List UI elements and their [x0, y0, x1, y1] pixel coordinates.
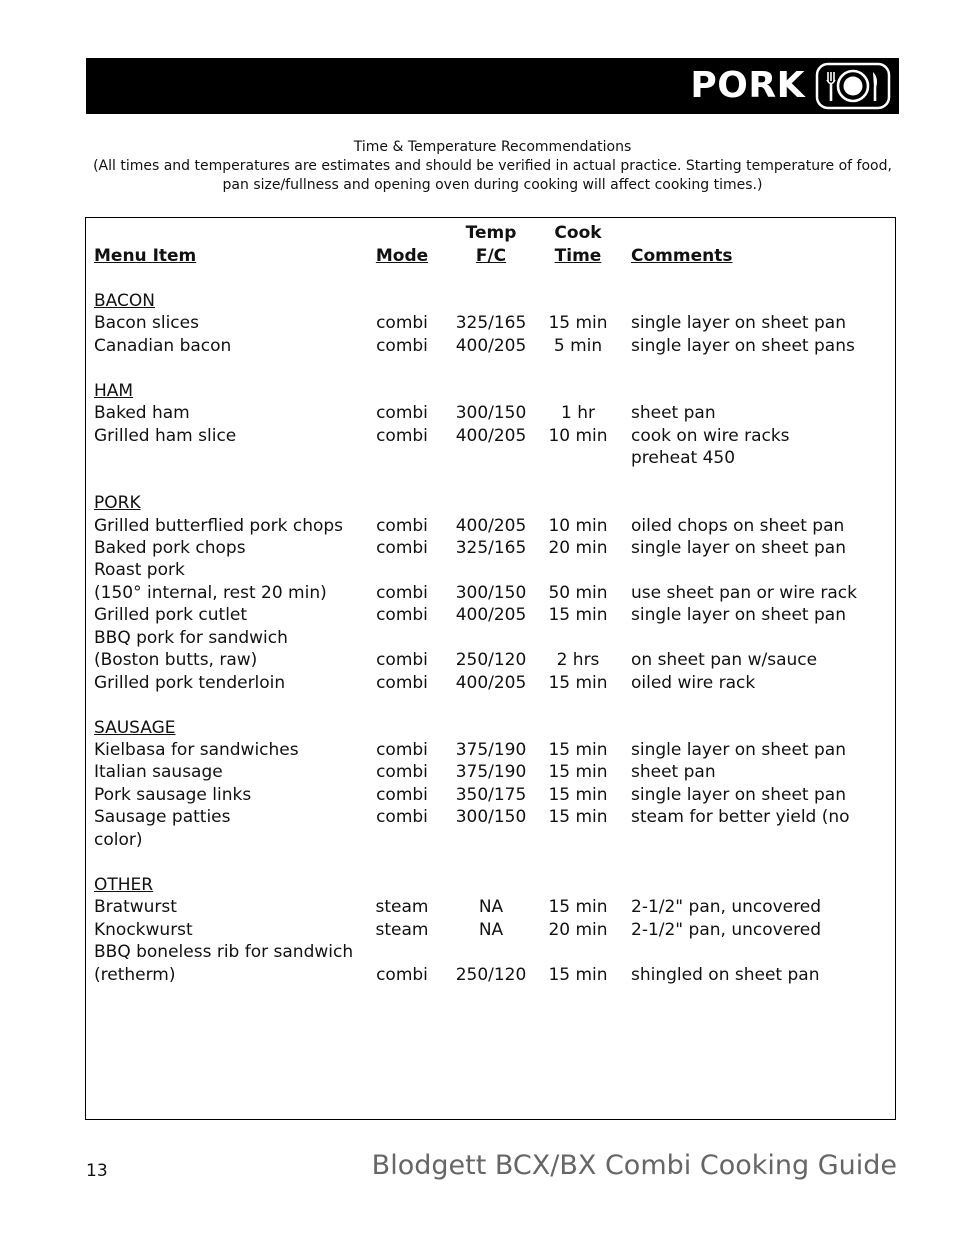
table-row: [86, 627, 895, 649]
header-bar: [86, 58, 899, 114]
blank-row: [86, 470, 895, 492]
cook-time-cell: 1 hr: [561, 403, 595, 424]
mode-cell: combi: [376, 515, 428, 536]
table-row: [86, 964, 895, 986]
menu-item-cell: BBQ pork for sandwich: [94, 627, 288, 648]
menu-item-cell: BBQ boneless rib for sandwich: [94, 942, 354, 963]
mode-cell: combi: [376, 740, 428, 760]
comments-cell: single layer on sheet pan: [631, 313, 846, 334]
temp-cell: 375/190: [455, 762, 527, 783]
section-heading: SAUSAGE: [94, 717, 176, 738]
temp-cell: NA: [478, 919, 504, 940]
cook-time-cell: 15 min: [548, 762, 608, 783]
table-row: [86, 784, 895, 806]
section-heading: PORK: [94, 493, 141, 514]
section-heading-row: [86, 380, 895, 402]
temp-cell: 325/165: [455, 537, 527, 558]
mode-cell: combi: [376, 425, 428, 446]
menu-item-cell: Canadian bacon: [94, 335, 232, 356]
comments-cell: on sheet pan w/sauce: [631, 650, 818, 671]
section-heading-row: [86, 492, 895, 514]
mode-cell: combi: [376, 672, 428, 693]
mode-cell: combi: [376, 403, 428, 424]
section-heading-row: [86, 874, 895, 896]
comments-cell: single layer on sheet pan: [631, 740, 846, 760]
cook-time-cell: 20 min: [548, 537, 608, 558]
footer-title: Blodgett BCX/BX Combi Cooking Guide: [371, 1150, 897, 1181]
cook-time-cell: 50 min: [548, 582, 608, 603]
cook-time-cell: 15 min: [548, 605, 608, 626]
mode-cell: combi: [376, 784, 428, 805]
menu-item-cell: Baked pork chops: [94, 537, 246, 558]
table-row: [86, 806, 895, 828]
intro-note-line-1: (All times and temperatures are estimates and should be verified in actual practice. Starting temperature of food,: [93, 158, 892, 174]
table-row: [86, 604, 895, 626]
menu-item-cell: Pork sausage links: [94, 784, 252, 805]
table-row: [86, 761, 895, 783]
blank-row: [86, 357, 895, 379]
table-row: [86, 312, 895, 334]
table-header-top-row: [86, 222, 895, 244]
menu-item-cell: Italian sausage: [94, 762, 223, 783]
section-heading: OTHER: [94, 874, 154, 895]
mode-cell: combi: [376, 313, 428, 334]
table-row: [86, 537, 895, 559]
mode-cell: combi: [376, 964, 428, 985]
menu-item-cell: color): [94, 829, 143, 850]
table-row: [86, 559, 895, 581]
cook-time-cell: 15 min: [548, 672, 608, 693]
comments-cell: single layer on sheet pan: [631, 537, 846, 558]
section-heading: HAM: [94, 380, 134, 401]
comments-cell: shingled on sheet pan: [631, 964, 820, 985]
table-row: [86, 672, 895, 694]
table-row: [86, 649, 895, 671]
blank-row: [86, 694, 895, 716]
table-row: [86, 402, 895, 424]
blank-row: [86, 851, 895, 873]
comments-cell: single layer on sheet pans: [631, 335, 855, 356]
table-row: [86, 335, 895, 357]
table-row: [86, 941, 895, 963]
cook-time-cell: 15 min: [548, 964, 608, 985]
header-comments: Comments: [631, 246, 733, 266]
cook-time-cell: 2 hrs: [556, 650, 600, 671]
comments-cell: 2-1/2" pan, uncovered: [631, 919, 822, 940]
temp-cell: 375/190: [455, 740, 527, 760]
comments-cell: oiled wire rack: [631, 672, 756, 693]
cook-time-cell: 15 min: [548, 784, 608, 805]
header-mode: Mode: [375, 246, 429, 266]
menu-item-cell: (Boston butts, raw): [94, 650, 258, 671]
cook-time-cell: 20 min: [548, 919, 608, 940]
menu-item-cell: Sausage patties: [94, 807, 231, 828]
table-header-row: [86, 245, 895, 267]
comments-cell: single layer on sheet pan: [631, 784, 846, 805]
header-time: Time: [554, 246, 602, 266]
temp-cell: 400/205: [455, 672, 527, 693]
menu-item-cell: (150° internal, rest 20 min): [94, 582, 327, 603]
table-row: [86, 739, 895, 761]
table-row: [86, 425, 895, 447]
cook-time-cell: 10 min: [548, 425, 608, 446]
temp-cell: 400/205: [455, 425, 527, 446]
temp-cell: 400/205: [455, 335, 527, 356]
mode-cell: combi: [376, 537, 428, 558]
table-row: [86, 896, 895, 918]
temp-cell: 350/175: [455, 784, 527, 805]
menu-item-cell: Roast pork: [94, 560, 185, 581]
table-row: [86, 919, 895, 941]
temp-cell: 300/150: [455, 807, 527, 828]
cook-time-cell: 5 min: [553, 335, 603, 356]
section-heading-row: [86, 290, 895, 312]
mode-cell: combi: [376, 650, 428, 671]
temp-cell: 300/150: [455, 403, 527, 424]
comments-cell: oiled chops on sheet pan: [631, 515, 845, 536]
comments-cell: 2-1/2" pan, uncovered: [631, 897, 822, 918]
mode-cell: combi: [376, 335, 428, 356]
temp-cell: NA: [478, 897, 504, 918]
cook-time-cell: 15 min: [548, 897, 608, 918]
comments-cell: use sheet pan or wire rack: [631, 582, 857, 603]
header-menu-item: Menu Item: [94, 246, 197, 266]
temp-cell: 250/120: [455, 650, 527, 671]
temp-cell: 300/150: [455, 582, 527, 603]
mode-cell: combi: [376, 807, 428, 828]
cook-time-cell: 15 min: [548, 740, 608, 760]
table-row: [86, 829, 895, 851]
temp-cell: 250/120: [455, 964, 527, 985]
menu-item-cell: Grilled ham slice: [94, 425, 237, 446]
menu-item-cell: Bratwurst: [94, 897, 177, 918]
comments-cell: sheet pan: [631, 762, 716, 783]
section-heading: BACON: [94, 291, 155, 311]
menu-item-cell: (retherm): [94, 964, 176, 985]
cook-time-cell: 15 min: [548, 807, 608, 828]
comments-cell: sheet pan: [631, 403, 716, 424]
mode-cell: combi: [376, 582, 428, 603]
table-row: [86, 447, 895, 469]
menu-item-cell: Grilled butterflied pork chops: [94, 515, 344, 536]
header-temp: F/C: [475, 246, 507, 266]
temp-cell: 400/205: [455, 605, 527, 626]
comments-cell: cook on wire racks: [631, 425, 790, 446]
header-time-top: Cook: [554, 223, 602, 243]
cook-time-cell: 10 min: [548, 515, 608, 536]
menu-item-cell: Kielbasa for sandwiches: [94, 740, 299, 760]
comments-cell: steam for better yield (no: [631, 807, 850, 828]
menu-item-cell: Grilled pork tenderloin: [94, 672, 286, 693]
intro-note-line-2: pan size/fullness and opening oven during cooking will affect cooking times.): [222, 177, 763, 193]
menu-item-cell: Grilled pork cutlet: [94, 605, 248, 626]
comments-cell: single layer on sheet pan: [631, 605, 846, 626]
mode-cell: combi: [376, 762, 428, 783]
plate-fork-knife-icon: [815, 62, 891, 110]
header-temp-top: Temp: [465, 223, 517, 243]
menu-item-cell: Baked ham: [94, 403, 190, 424]
recommendations-table: [85, 217, 896, 1120]
temp-cell: 325/165: [455, 313, 527, 334]
menu-item-cell: Bacon slices: [94, 313, 199, 334]
mode-cell: steam: [375, 897, 429, 918]
cook-time-cell: 15 min: [548, 313, 608, 334]
intro-text: [86, 138, 899, 195]
comments-cell: preheat 450: [631, 448, 736, 469]
page-title: PORK: [690, 65, 805, 106]
table-row: [86, 515, 895, 537]
menu-item-cell: Knockwurst: [94, 919, 193, 940]
page-number: 13: [86, 1161, 108, 1181]
temp-cell: 400/205: [455, 515, 527, 536]
section-heading-row: [86, 717, 895, 739]
mode-cell: combi: [376, 605, 428, 626]
table-row: [86, 582, 895, 604]
intro-heading: Time & Temperature Recommendations: [353, 139, 632, 155]
mode-cell: steam: [375, 919, 429, 940]
